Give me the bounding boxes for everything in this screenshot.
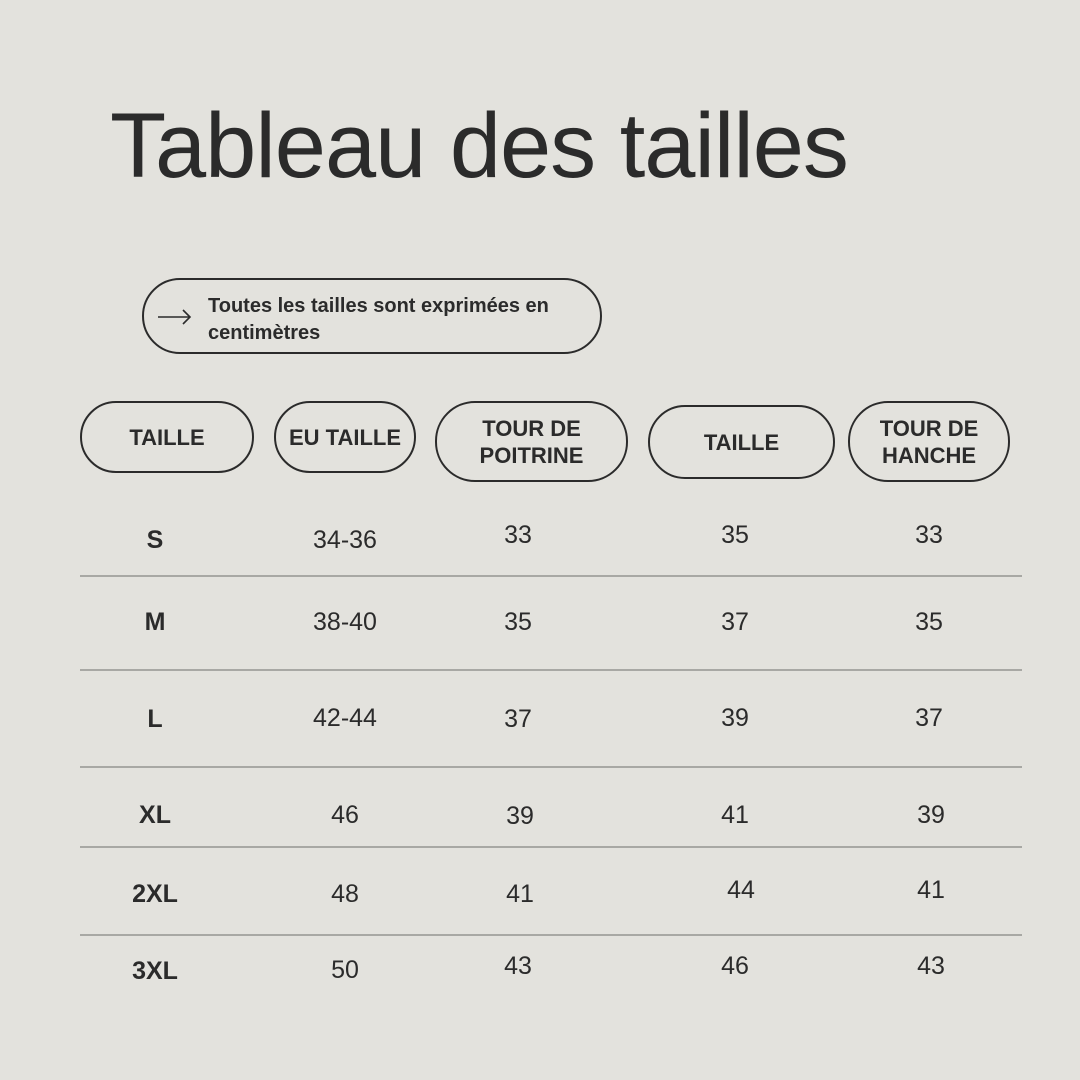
cell-hip: 37 [915,704,943,732]
cell-size: 2XL [132,880,178,908]
cell-eu-size: 38-40 [313,608,377,636]
row-separator [80,575,1022,577]
cell-hip: 35 [915,608,943,636]
header-taille-2: TAILLE [648,405,835,479]
row-separator [80,846,1022,848]
header-taille: TAILLE [80,401,254,473]
cell-waist: 44 [727,876,755,904]
cell-chest: 35 [504,608,532,636]
cell-eu-size: 50 [331,956,359,984]
cell-hip: 39 [917,801,945,829]
cell-chest: 33 [504,521,532,549]
cell-size: S [146,526,164,554]
cell-waist: 41 [721,801,749,829]
cell-size: 3XL [132,957,178,985]
cell-waist: 35 [721,521,749,549]
cell-eu-size: 34-36 [313,526,377,554]
cell-hip: 41 [917,876,945,904]
arrow-right-icon [156,302,194,332]
cell-size: XL [139,801,171,829]
cell-waist: 37 [721,608,749,636]
units-note-text: Toutes les tailles sont exprimées en centimètres [208,295,549,344]
cell-waist: 46 [721,952,749,980]
cell-waist: 39 [721,704,749,732]
header-eu-taille: EU TAILLE [274,401,416,473]
cell-chest: 41 [506,880,534,908]
row-separator [80,934,1022,936]
header-tour-de-hanche: TOUR DE HANCHE [848,401,1010,482]
cell-hip: 43 [917,952,945,980]
page-title: Tableau des tailles [110,95,848,197]
cell-eu-size: 46 [331,801,359,829]
cell-eu-size: 42-44 [313,704,377,732]
cell-size: M [144,608,166,636]
header-tour-de-poitrine: TOUR DE POITRINE [435,401,628,482]
row-separator [80,766,1022,768]
units-note [142,278,602,354]
cell-chest: 39 [506,802,534,830]
cell-hip: 33 [915,521,943,549]
row-separator [80,669,1022,671]
cell-eu-size: 48 [331,880,359,908]
cell-size: L [147,705,163,733]
cell-chest: 43 [504,952,532,980]
cell-chest: 37 [504,705,532,733]
